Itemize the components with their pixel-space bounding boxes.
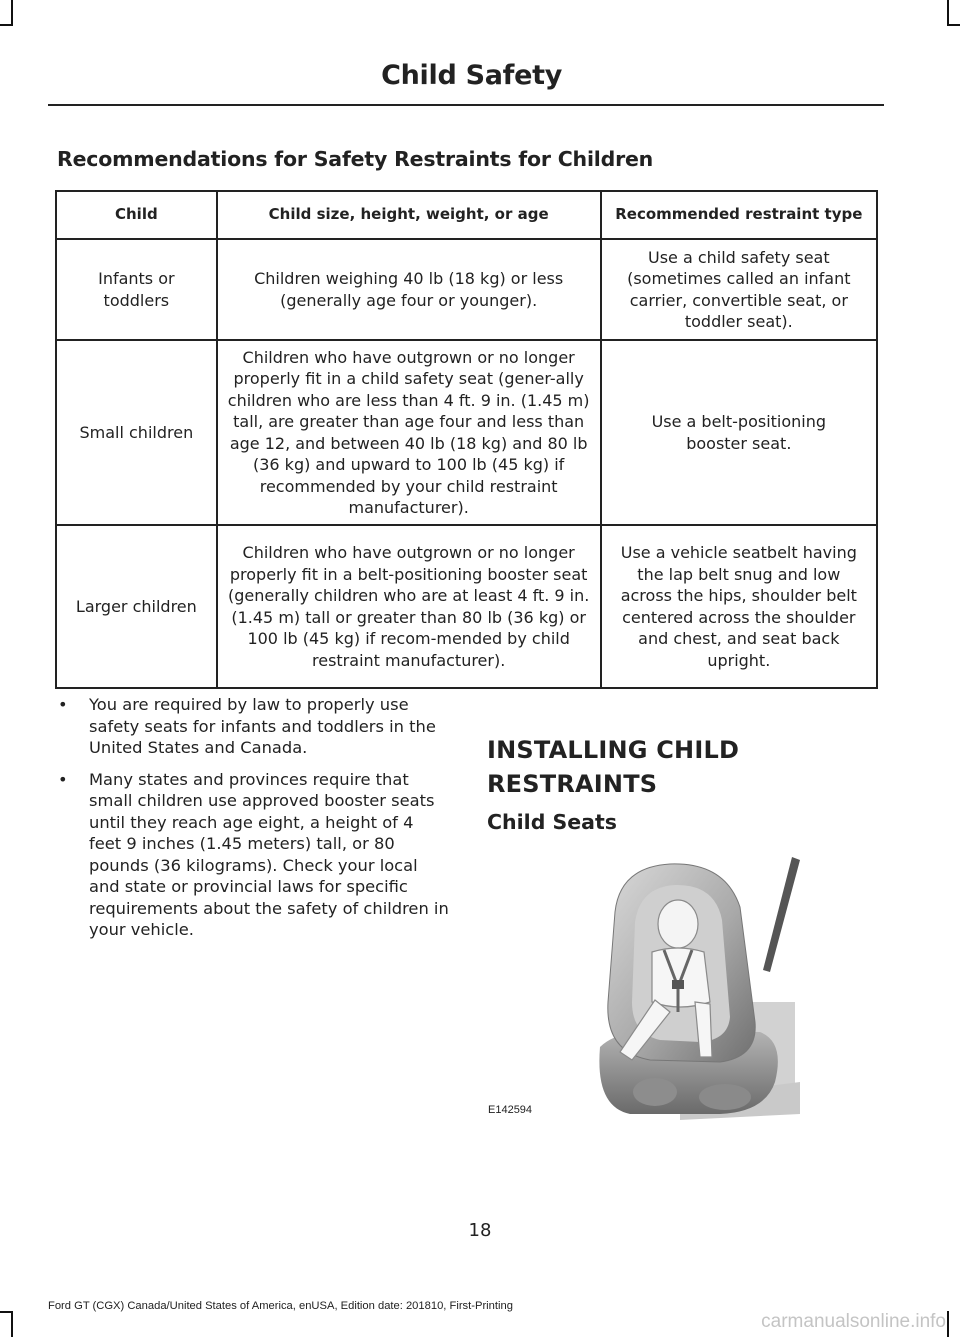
crop-mark (947, 24, 960, 26)
cell-size: Children who have outgrown or no longer properly fit in a belt-positioning booster seat (generally children who are at least 4 ft. 9 in. (1.45 m) tall or greater than 80 lb (36 kg) or 100 lb (45 kg) if recom-mended by child restraint manufacturer). (217, 525, 601, 688)
cell-child: Infants or toddlers (56, 239, 217, 340)
bullet-list (58, 694, 450, 951)
crop-mark (11, 1311, 13, 1337)
bullet-marker: • (58, 695, 68, 714)
section-title: Recommendations for Safety Restraints for Children (57, 147, 654, 171)
cell-restraint: Use a belt-positioning booster seat. (601, 340, 877, 525)
restraint-table (55, 190, 878, 689)
page-number: 18 (468, 1220, 492, 1241)
cell-restraint: Use a vehicle seatbelt having the lap belt snug and low across the hips, shoulder belt centered across the shoulder and chest, and seat back upright. (601, 525, 877, 688)
page-title: Child Safety (381, 60, 562, 91)
child-seats-subheading: Child Seats (487, 810, 618, 834)
figure-id: E142594 (488, 1104, 533, 1116)
crop-mark (947, 1311, 949, 1337)
bullet-marker: • (58, 769, 68, 789)
installing-heading: INSTALLING CHILD RESTRAINTS (487, 736, 740, 798)
header-rule (48, 104, 884, 106)
crop-mark (947, 0, 949, 26)
cell-child: Small children (56, 340, 217, 525)
child-safety-seat-illustration (560, 852, 810, 1124)
bullet-text: Many states and provinces require that small children use approved booster seats until they reach age eight, a height of 4 feet 9 inches (1.45 meters) tall, or 80 pounds (36 kilograms). Check your local and state or provincial laws for specific requirements about the safety of children in your vehicle. (89, 769, 449, 939)
table-row (56, 340, 877, 525)
cell-restraint: Use a child safety seat (sometimes called an infant carrier, convertible seat, or toddler seat). (601, 239, 877, 340)
watermark: carmanualsonline.info (761, 1311, 946, 1332)
crop-mark (0, 1311, 13, 1313)
cell-size: Children weighing 40 lb (18 kg) or less (generally age four or younger). (217, 239, 601, 340)
table-header-row (56, 191, 877, 239)
list-item (58, 769, 450, 941)
crop-mark (11, 0, 13, 26)
footer-edition: Ford GT (CGX) Canada/United States of America, enUSA, Edition date: 201810, First-Printing (48, 1300, 513, 1312)
table-row (56, 525, 877, 688)
cell-size: Children who have outgrown or no longer properly fit in a child safety seat (gener-ally children who are less than 4 ft. 9 in. (1.45 m) tall, are greater than age four and less than age 12, and between 40 lb (18 kg) and 80 lb (36 kg) and upward to 100 lb (45 kg) if recommended by your child restraint manufacturer). (217, 340, 601, 525)
cell-child: Larger children (56, 525, 217, 688)
list-item (58, 694, 450, 759)
crop-mark (0, 24, 13, 26)
column-header-child: Child (56, 191, 217, 239)
bullet-text: You are required by law to properly use safety seats for infants and toddlers in the United States and Canada. (89, 695, 436, 757)
column-header-size: Child size, height, weight, or age (217, 191, 601, 239)
column-header-restraint: Recommended restraint type (601, 191, 877, 239)
table-row (56, 239, 877, 340)
